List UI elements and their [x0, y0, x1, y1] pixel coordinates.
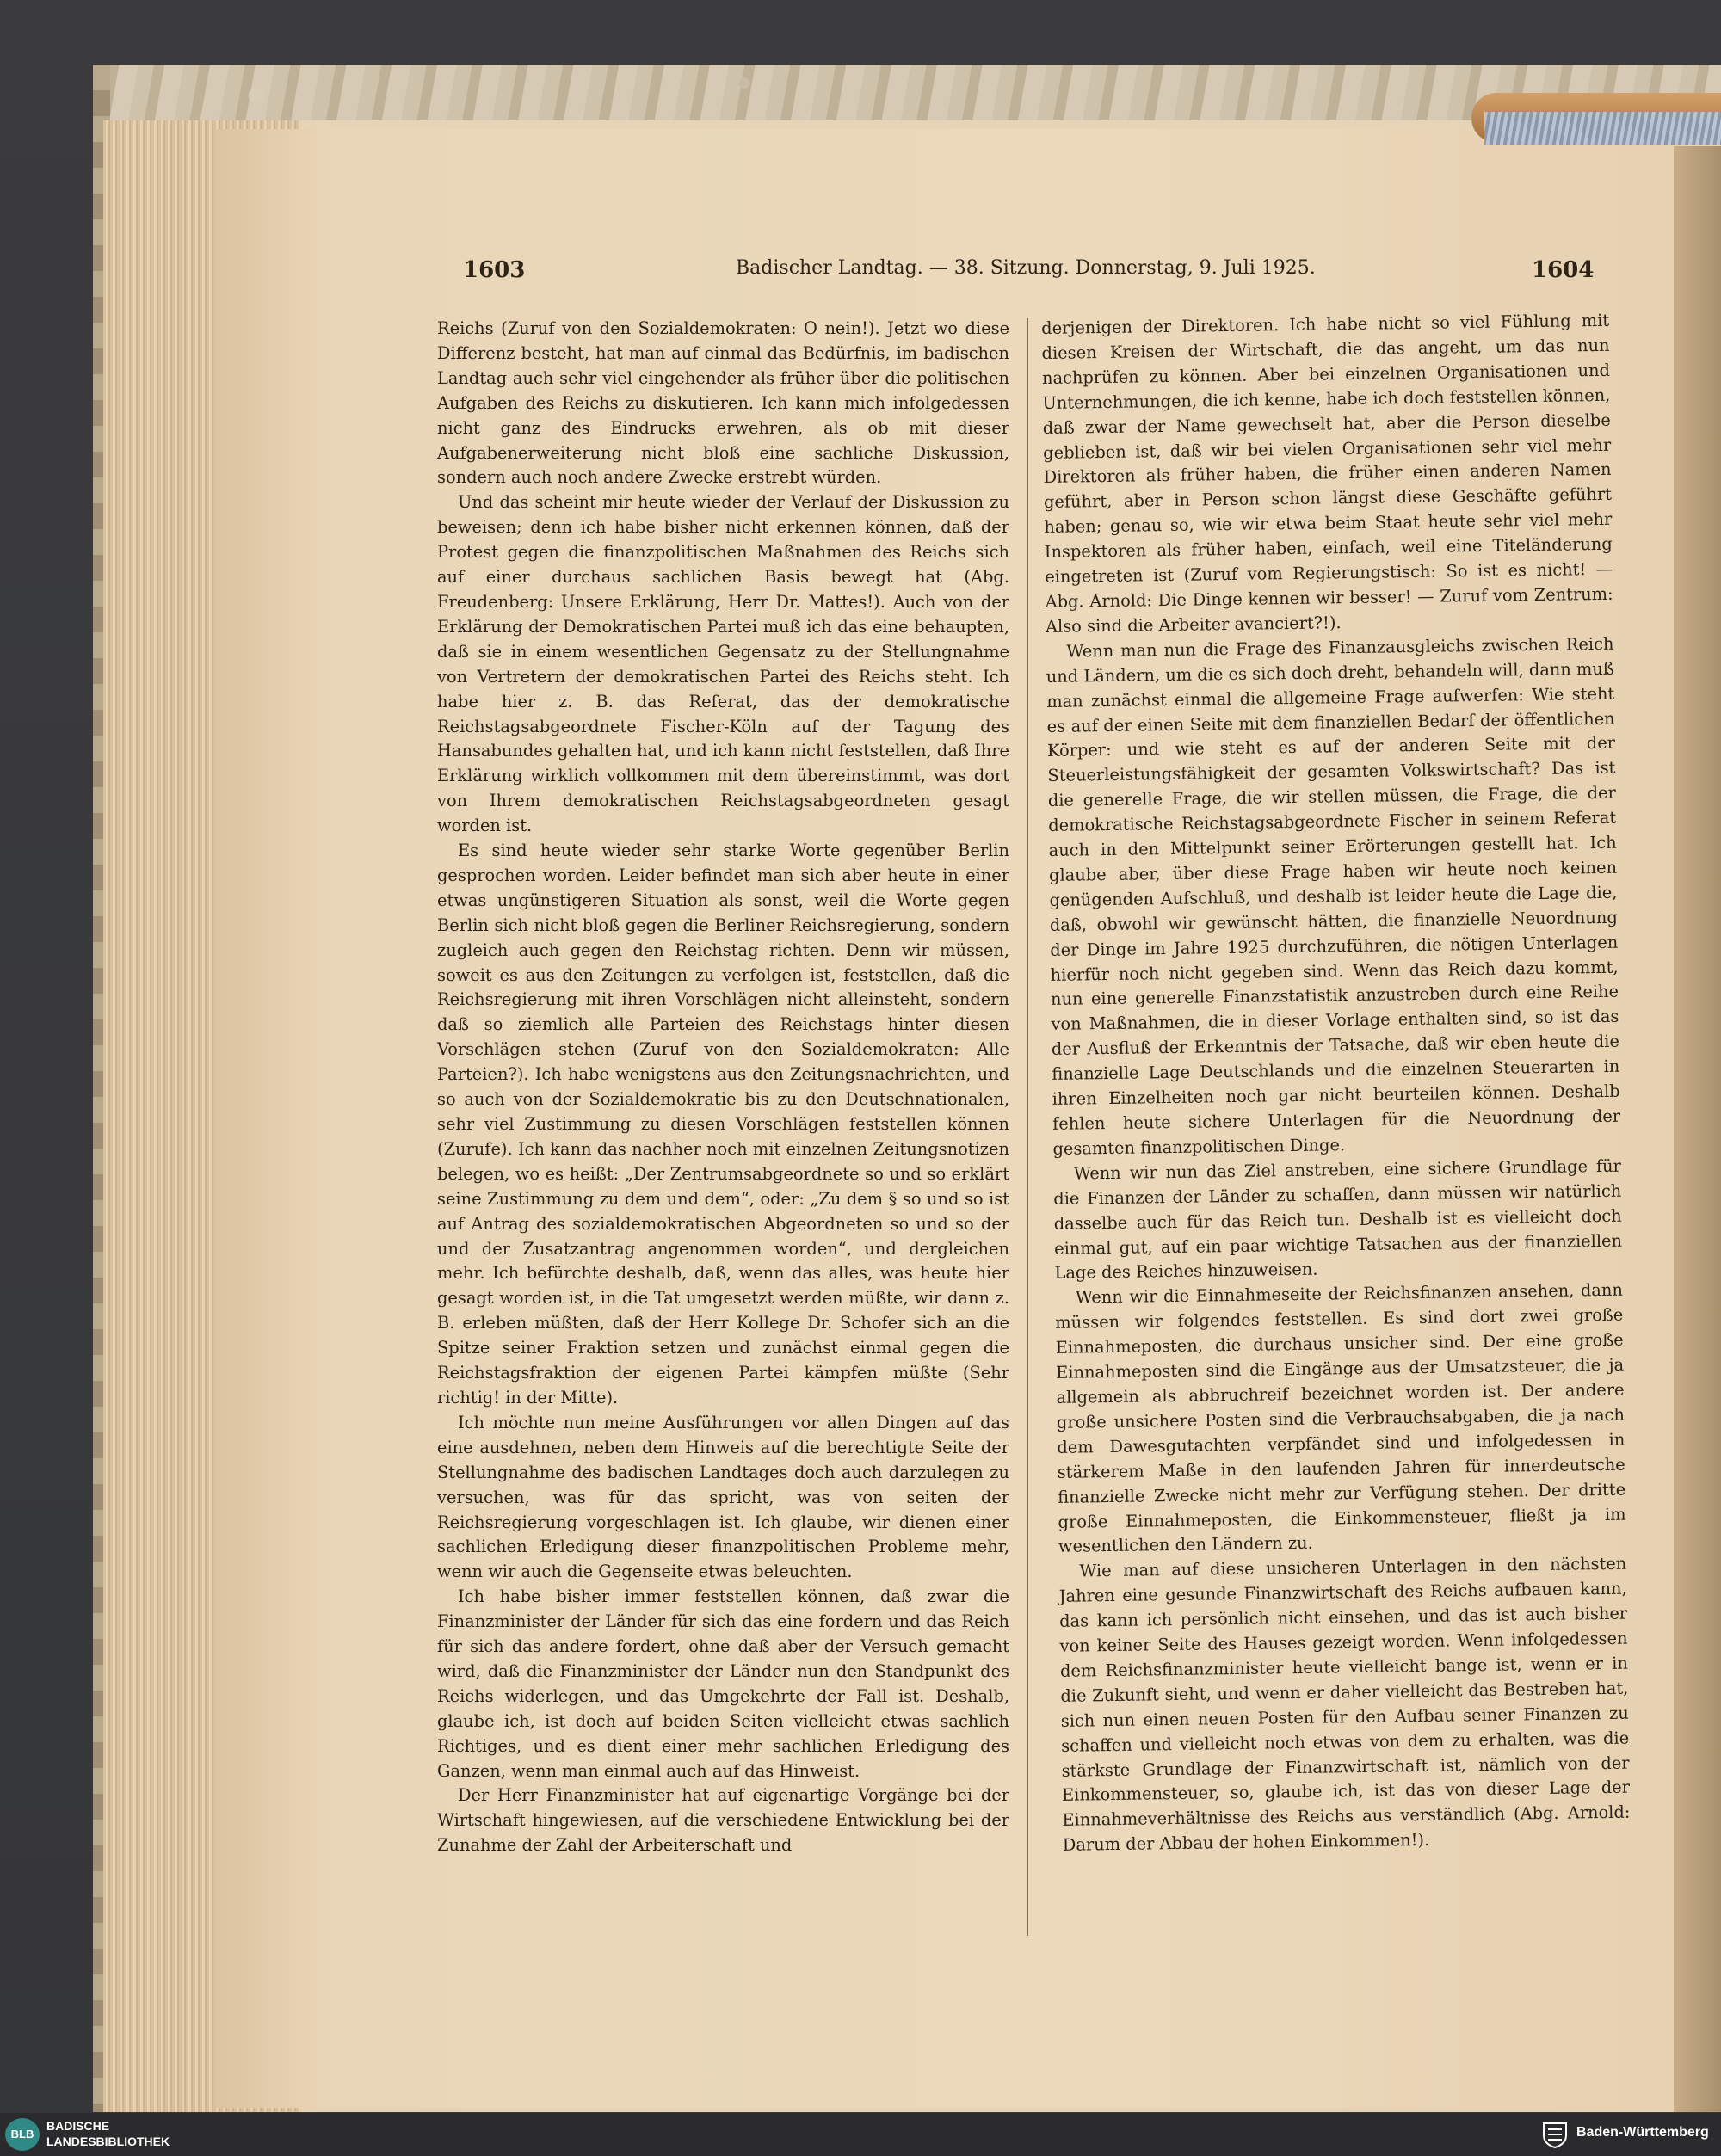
paragraph: Ich möchte nun meine Ausführungen vor allen Dingen auf das eine ausdehnen, neben dem Hinweis auf die berechtigte Seite der Stellungnahme des badischen Landtages doch auch darzulegen zu versuchen, was für das spricht, was von seiten der Reichsregierung vorgeschlagen ist. Ich glaube, wir dienen einer sachlichen Erledigung dieser finanzpolitischen Probleme mehr, wenn wir auch die Gegenseite etwas beleuchten. — [437, 1412, 1009, 1582]
paragraph: Wenn wir die Einnahmeseite der Reichsfinanzen ansehen, dann müssen wir folgendes feststellen. Es sind dort zwei große Einnahmeposten, die durchaus unsicher sind. Der eine große Einnahmeposten sind die Eingänge aus der Umsatzsteuer, die ja allgemein als abbruchreif bezeichnet worden ist. Der andere große unsichere Posten sind die Verbrauchsabgaben, die ja nach dem Dawesgutachten verpfändet sind und infolgedessen in stärkerem Maße in den laufenden Jahren für innerdeutsche finanzielle Zwecke nicht mehr zur Verfügung stehen. Der dritte große Einnahmeposten, die Einkommensteuer, fließt ja im wesentlichen den Ländern zu. — [1055, 1280, 1626, 1557]
bookmark-ribbon — [1484, 112, 1721, 145]
facing-page-gutter — [1674, 146, 1721, 2112]
library-name-line2: LANDESBIBLIOTHEK — [46, 2134, 170, 2148]
paragraph: Der Herr Finanzminister hat auf eigenartige Vorgänge bei der Wirtschaft hingewiesen, auf die verschiedene Entwicklung bei der Zunahme der Zahl der Arbeiterschaft und — [437, 1785, 1009, 1856]
state-name: Baden-Württemberg — [1576, 2125, 1709, 2140]
paragraph: Es sind heute wieder sehr starke Worte gegenüber Berlin gesprochen worden. Leider befindet man sich aber heute in einer etwas ungünstigeren Situation als sonst, weil die Worte gegen Berlin sich nicht bloß gegen die Berliner Reichsregierung, sondern zugleich auch gegen den Reichstag richten. Denn wir müssen, soweit es aus den Zeitungen zu verfolgen ist, feststellen, daß die Reichsregierung mit ihren Vorschlägen nicht alleinsteht, sondern daß so ziemlich alle Parteien des Reichstags hinter diesen Vorschlägen stehen (Zuruf von den Sozialdemokraten: Alle Parteien?). Ich habe wenigstens aus den Zeitungsnachrichten, und so auch von der Sozialdemokratie bis zu den Deutschnationalen, sehr viel Zustimmung zu diesen Vorschlägen feststellen können (Zurufe). Ich kann das nachher noch mit einzelnen Zeitungsnotizen belegen, wo es heißt: „Der Zentrumsabgeordnete so und so erklärt seine Zustimmung zu dem und dem“, oder: „Zu dem § so und so ist auf Antrag des sozialdemokratischen Abgeordneten so und so der und der Zusatzantrag angenommen worden“, und dergleichen mehr. Ich befürchte deshalb, daß, wenn das alles, was heute hier gesagt worden ist, in die Tat umgesetzt werden müßte, wir dann z. B. erleben müßten, daß der Herr Kollege Dr. Schofer sich an die Spitze seiner Fraktion setzen und zunächst einmal gegen die Reichstagsfraktion der eigenen Partei kämpfen müßte (Sehr richtig! in der Mitte). — [437, 841, 1009, 1408]
page-number-left: 1603 — [463, 257, 526, 283]
running-title: Badischer Landtag. — 38. Sitzung. Donnerstag, 9. Juli 1925. — [736, 257, 1316, 279]
paragraph: Wie man auf diese unsicheren Unterlagen in den nächsten Jahren eine gesunde Finanzwirtschaft des Reichs aufbauen kann, das kann ich persönlich nicht einsehen, und das ist auch bisher von keiner Seite des Hauses gezeigt worden. Wenn infolgedessen dem Reichsfinanzminister heute vielleicht bange ist, wenn er in die Zukunft sieht, und wenn er daher vielleicht das Bestreben hat, sich nun einen neuen Posten für den Aufbau seiner Finanzen zu schaffen und vielleicht noch etwas von dem zu erhalten, was die stärkste Grundlage der Finanzwirtschaft ist, nämlich von der Einkommensteuer, so, glaube ich, ist das von dieser Lage der Einnahmeverhältnisse des Reichs aus verständlich (Abg. Arnold: Darum der Abbau der hohen Einkommen!). — [1058, 1553, 1631, 1856]
footer-bar — [0, 2113, 1721, 2156]
paragraph: derjenigen der Direktoren. Ich habe nicht so viel Fühlung mit diesen Kreisen der Wirtschaft, die das angeht, um das nun nachprüfen zu können. Aber bei einzelnen Organisationen und Unternehmungen, die ich kenne, habe ich doch feststellen können, daß zwar der Name gewechselt hat, aber die Person dieselbe geblieben ist, daß wir bei vielen Organisationen sehr viel mehr Direktoren als früher haben, die früher einen anderen Namen geführt, aber in Person schon längst diese Geschäfte geführt haben; genau so, wie wir etwa beim Staat heute sehr viel mehr Inspektoren als früher haben, einfach, weil eine Titeländerung eingetreten ist (Zuruf vom Regierungstisch: So ist es nicht! — Abg. Arnold: Die Dinge kennen wir besser! — Zuruf vom Zentrum: Also sind die Arbeiter avanciert?!). — [1041, 310, 1613, 637]
paragraph: Wenn wir nun das Ziel anstreben, eine sichere Grundlage für die Finanzen der Länder zu schaffen, dann müssen wir natürlich dasselbe auch für das Reich tun. Deshalb ist es vielleicht doch einmal gut, auf ein paar wichtige Tatsachen aus der finanziellen Lage des Reiches hinzuweisen. — [1053, 1155, 1623, 1284]
column-divider — [1027, 318, 1028, 1936]
page-number-right: 1604 — [1532, 257, 1595, 283]
library-name — [46, 2118, 170, 2149]
state-coat-of-arms-icon — [1540, 2120, 1570, 2149]
paragraph: Wenn man nun die Frage des Finanzausgleichs zwischen Reich und Ländern, um die es sich doch dreht, behandeln will, dann muß man zunächst einmal die allgemeine Frage aufwerfen: Wie steht es auf der einen Seite mit dem finanziellen Bedarf der öffentlichen Körper: und wie steht es auf der anderen Seite mit der Steuerleistungsfähigkeit der gesamten Volkswirtschaft? Das ist die generelle Frage, die wir stellen müssen, die Frage, die der demokratische Reichstagsabgeordnete Fischer in seinem Referat auch in den Mittelpunkt seiner Erörterungen gestellt hat. Ich glaube aber, über diese Frage haben wir heute noch keinen genügenden Aufschluß, und deshalb ist leider heute die Lage die, daß, obwohl wir gewünscht hätten, die finanzielle Neuordnung der Dinge im Jahre 1925 durchzuführen, die nötigen Unterlagen hierfür noch nicht gegeben sind. Wenn das Reich dazu kommt, nun eine generelle Finanzstatistik anzustreben durch eine Reihe von Maßnahmen, die in dieser Vorlage enthalten sind, so ist das der Ausfluß der Erkenntnis der Tatsache, daß wir eben heute die finanzielle Lage Deutschlands und die einzelnen Steuerarten in ihren Einzelheiten noch gar nicht beurteilen können. Deshalb fehlen heute sichere Unterlagen für die Neuordnung der gesamten finanzpolitischen Dinge. — [1046, 633, 1621, 1159]
right-text-column — [1041, 309, 1631, 1858]
paragraph: Und das scheint mir heute wieder der Verlauf der Diskussion zu beweisen; denn ich habe bisher nicht erkennen können, daß der Protest gegen die finanzpolitischen Maßnahmen des Reichs sich auf einer durchaus sachlichen Basis bewegt hat (Abg. Freudenberg: Unsere Erklärung, Herr Dr. Mattes!). Auch von der Erklärung der Demokratischen Partei muß ich das eine behaupten, daß sie in einem wesentlichen Gegensatz zu der Stellungnahme von Vertretern der demokratischen Partei des Reichs steht. Ich habe hier z. B. das Referat, das der demokratische Reichstagsabgeordnete Fischer-Köln auf der Tagung des Hansabundes gehalten hat, und ich kann nicht feststellen, daß Ihre Erklärung wirklich vollkommen mit dem übereinstimmt, was dort von Ihrem demokratischen Reichstagsabgeordneten gesagt worden ist. — [437, 492, 1009, 836]
library-name-line1: BADISCHE — [46, 2119, 110, 2133]
left-text-column — [437, 317, 1009, 1858]
paragraph: Ich habe bisher immer feststellen können, daß zwar die Finanzminister der Länder für sich das eine fordern und das Reich für sich das andere fordert, ohne daß aber der Versuch gemacht wird, daß die Finanzminister der Länder nun den Standpunkt des Reichs widerlegen, und das Umgekehrte der Fall ist. Deshalb, glaube ich, ist doch auf beiden Seiten vielleicht etwas sachlich Richtiges, und es dient einer mehr sachlichen Erledigung des Ganzen, wenn man einmal auch auf das Hinweist. — [437, 1586, 1009, 1781]
paragraph: Reichs (Zuruf von den Sozialdemokraten: O nein!). Jetzt wo diese Differenz besteht, hat man auf einmal das Bedürfnis, im badischen Landtag auch sehr viel eingehender als früher über die politischen Aufgaben des Reichs zu diskutieren. Ich kann mich infolgedessen nicht ganz des Eindrucks erwehren, als ob mit dieser Aufgabenerweiterung nicht bloß eine sachliche Diskussion, sondern auch noch andere Zwecke erstrebt würden. — [437, 318, 1009, 488]
blb-logo-icon: BLB — [5, 2118, 40, 2151]
